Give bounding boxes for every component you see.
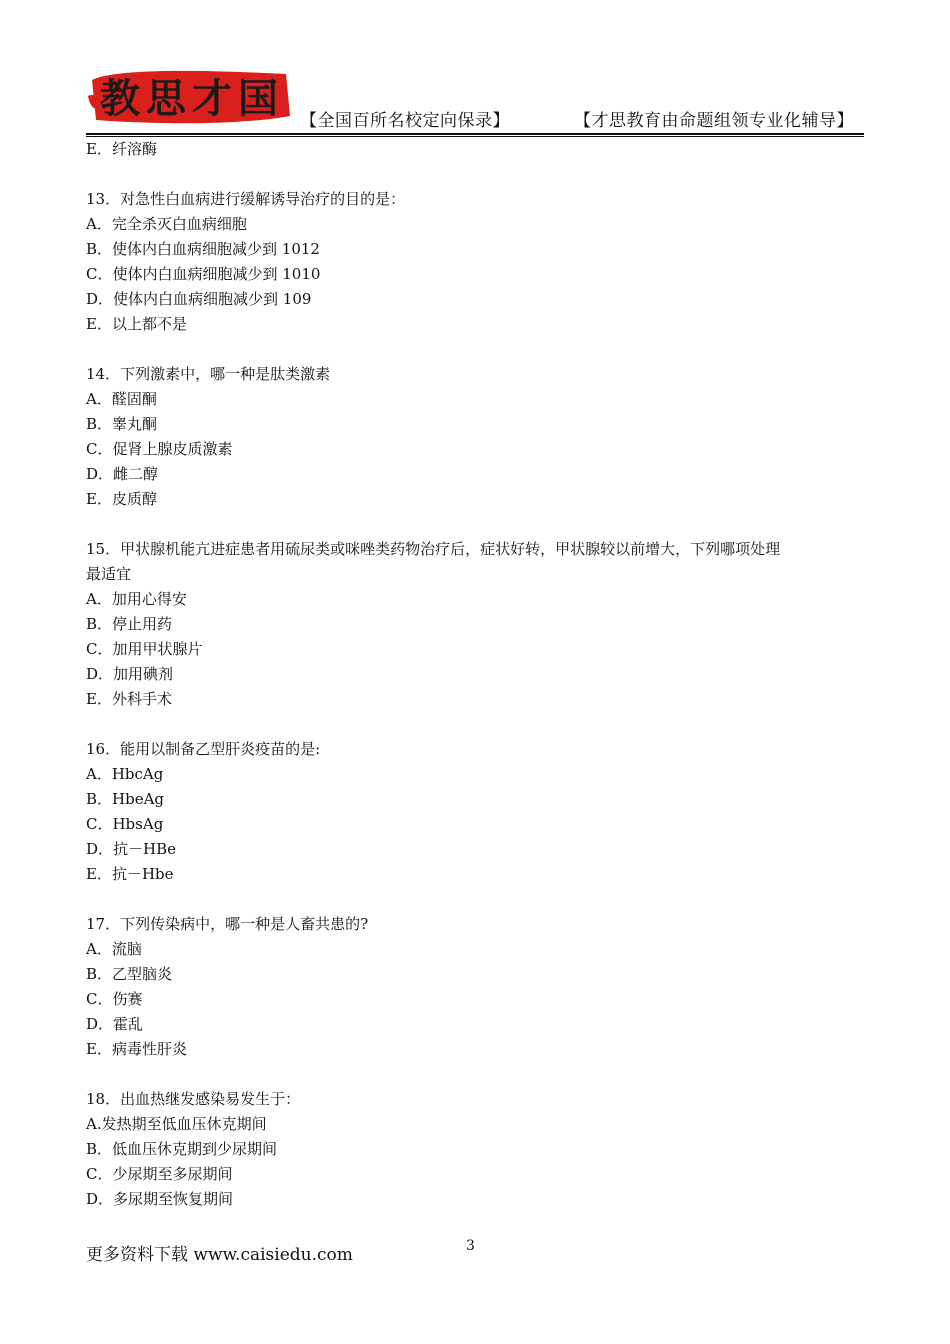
question-block-12-tail	[86, 137, 866, 162]
option-line: B．低血压休克期到少尿期间	[86, 1140, 278, 1158]
question-block-16	[86, 737, 866, 887]
question-block-15	[86, 537, 866, 712]
option-line: C．使体内白血病细胞减少到 1010	[86, 265, 321, 283]
option-line: B．HbeAg	[86, 790, 165, 808]
option-line: D．抗－HBe	[86, 840, 177, 858]
option-line: D．多尿期至恢复期间	[86, 1190, 234, 1208]
header-rule	[86, 133, 864, 135]
option-line: B．睾丸酮	[86, 415, 158, 433]
slogan-left: 【全国百所名校定向保录】	[300, 111, 510, 131]
option-line: D．霍乱	[86, 1015, 144, 1033]
option-line: D．加用碘剂	[86, 665, 174, 683]
logo-text: 教思才国	[100, 75, 284, 122]
question-block-14	[86, 362, 866, 512]
option-line: C．促肾上腺皮质激素	[86, 440, 233, 458]
question-line: 13．对急性白血病进行缓解诱导治疗的目的是：	[86, 190, 406, 208]
footer-download-link[interactable]: 更多资料下载 www.caisiedu.com	[86, 1245, 353, 1265]
page-number: 3	[466, 1238, 475, 1254]
option-line: C．加用甲状腺片	[86, 640, 203, 658]
option-line: B．停止用药	[86, 615, 173, 633]
question-block-17	[86, 912, 866, 1062]
option-line: E．抗－Hbe	[86, 865, 174, 883]
option-line: C．HbsAg	[86, 815, 164, 833]
option-line: E．外科手术	[86, 690, 172, 708]
option-line: D．使体内白血病细胞减少到 109	[86, 290, 312, 308]
option-line: A．醛固酮	[86, 390, 157, 408]
option-line: B．乙型脑炎	[86, 965, 173, 983]
option-line: E．皮质醇	[86, 490, 157, 508]
question-line-cont: 最适宜	[86, 565, 132, 583]
option-line: E．病毒性肝炎	[86, 1040, 187, 1058]
option-line: A．完全杀灭白血病细胞	[86, 215, 247, 233]
option-line: A.发热期至低血压休克期间	[86, 1115, 267, 1133]
question-line: 18．出血热继发感染易发生于：	[86, 1090, 301, 1108]
option-line: E．以上都不是	[86, 315, 187, 333]
question-block-18	[86, 1087, 866, 1212]
question-line: 14．下列激素中，哪一种是肽类激素	[86, 365, 331, 383]
option-line: D．雌二醇	[86, 465, 159, 483]
page-header	[86, 66, 866, 136]
option-line: C．伤赛	[86, 990, 143, 1008]
question-content	[86, 137, 866, 1212]
question-line: 17．下列传染病中，哪一种是人畜共患的?	[86, 915, 369, 933]
question-line: 15．甲状腺机能亢进症患者用硫尿类或咪唑类药物治疗后，症状好转，甲状腺较以前增大，下列哪项处理	[86, 540, 781, 558]
option-line: C．少尿期至多尿期间	[86, 1165, 233, 1183]
caisi-logo	[86, 66, 292, 128]
option-line: B．使体内白血病细胞减少到 1012	[86, 240, 320, 258]
question-block-13	[86, 187, 866, 337]
question-line: 16．能用以制备乙型肝炎疫苗的是:	[86, 740, 321, 758]
option-line: A．HbcAg	[86, 765, 164, 783]
option-line: A．加用心得安	[86, 590, 187, 608]
slogan-right: 【才思教育由命题组领专业化辅导】	[574, 111, 854, 131]
option-line: E．纤溶酶	[86, 140, 157, 158]
option-line: A．流脑	[86, 940, 142, 958]
